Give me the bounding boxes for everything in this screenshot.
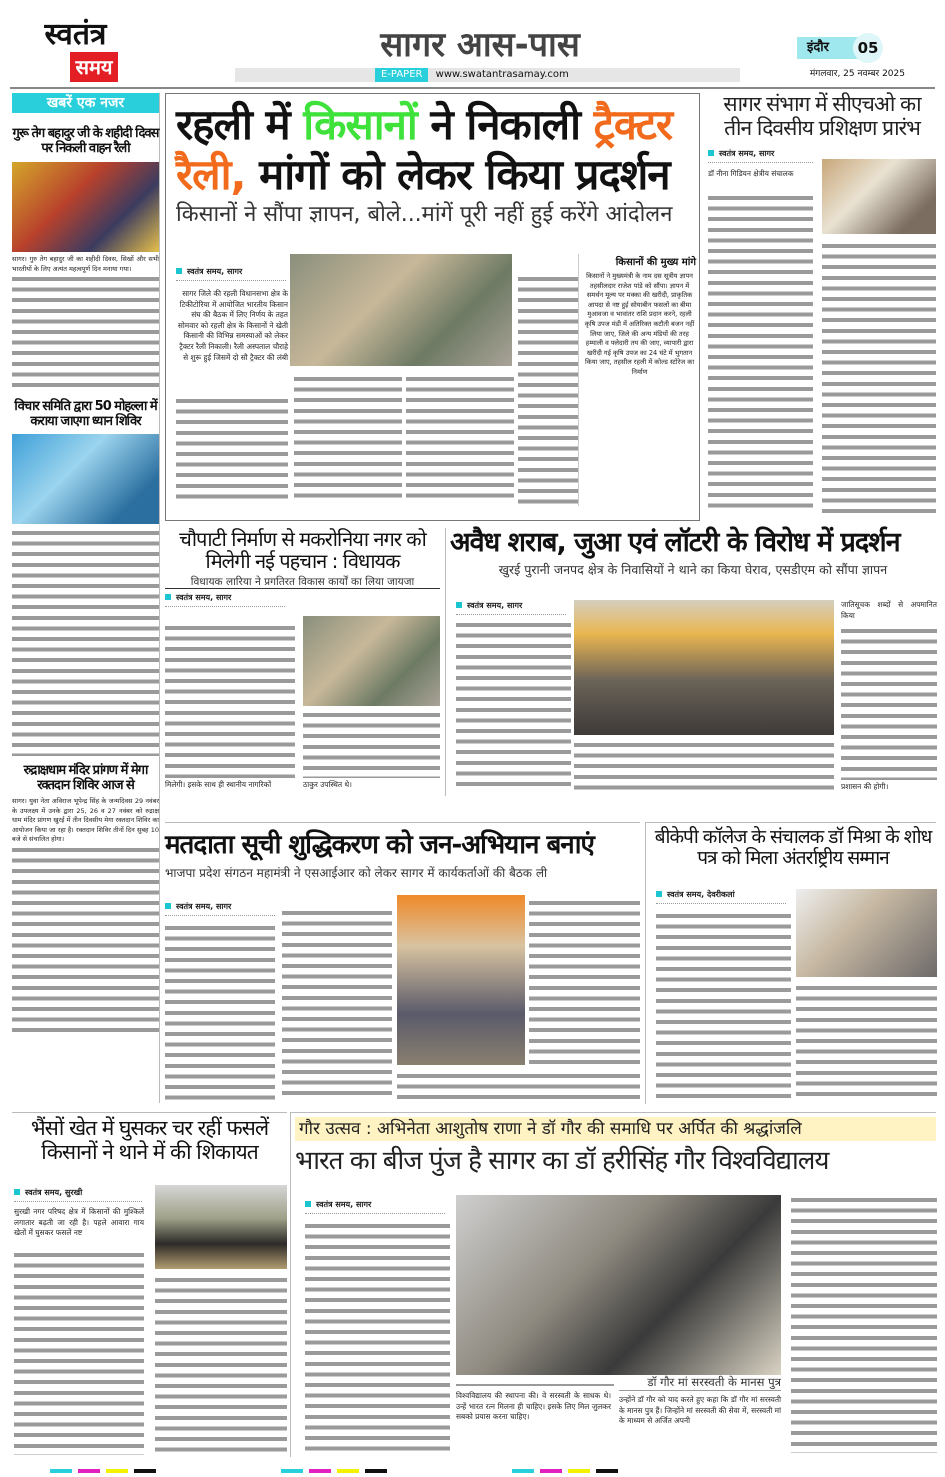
subheading: डॉ गौर मां सरस्वती के मानस पुत्र [619, 1375, 781, 1391]
text-column [14, 1250, 144, 1455]
bkp-story [645, 822, 936, 1104]
headline-part: किसानों [303, 100, 417, 149]
text-column [282, 908, 392, 1101]
story-text: सागर। युवा नेता अविराज भूपेन्द्र सिंह के जन्मदिवस 29 नवंबर के उपलक्ष्य में उनके द्वारा 25, 26 व 27 नवंबर को रुद्राक्ष धाम मंदिर प्रांगण खुरई में तीन दिवसीय मेगा रक्तदान शिविर का आयोजन किया जा रहा है। रक्तदान शिविर तीनों दिन सुबह 10 बजे से संचालित होगा। [12, 797, 159, 844]
headline: रुद्राक्षधाम मंदिर प्रांगण में मेगा रक्तदान शिविर आज से [23, 763, 148, 793]
page-number: 05 [853, 33, 883, 63]
headline: अवैध शराब, जुआ एवं लॉटरी के विरोध में प्रदर्शन [450, 527, 900, 558]
headline: गुरू तेग बहादुर जी के शहीदी दिवस पर निकली वाहन रैली [12, 126, 159, 156]
byline: स्वतंत्र समय, सागर [456, 600, 566, 615]
demands-sidebar [578, 254, 696, 506]
story-text: सागर। गुरु तेग बहादुर जी का शहीदी दिवस, सिखों और सभी भारतीयों के लिए अत्यंत महत्वपूर्ण दिन मनाया गया। [12, 255, 159, 273]
kicker: गौर उत्सव : अभिनेता आशुतोष राणा ने डॉ गौर की समाधि पर अर्पित की श्रद्धांजलि [295, 1117, 936, 1141]
story-text: प्रशासन की होगी। [841, 782, 889, 791]
text-column [822, 241, 936, 513]
award-photo [796, 889, 937, 977]
subheadline: भाजपा प्रदेश संगठन महामंत्री ने एसआईआर को लेकर सागर में कार्यकर्ताओं की बैठक ली [165, 866, 548, 881]
epaper-label: E-PAPER [375, 68, 428, 82]
headline-part: ट्रैक्टर रैली, [176, 100, 673, 199]
text-column [155, 1275, 287, 1455]
protest-photo [574, 600, 834, 735]
website-link[interactable]: www.swatantrasamay.com [435, 69, 569, 80]
text-column [406, 374, 514, 504]
photo [12, 434, 159, 524]
byline: स्वतंत्र समय, सागर [176, 266, 286, 281]
logo-top: स्वतंत्र [44, 17, 107, 52]
headline-part: रहली में [176, 100, 304, 149]
text-column [12, 528, 159, 756]
buffalo-photo [155, 1185, 287, 1269]
story-text: सागर जिले की रहली विधानसभा क्षेत्र के टिकीटोरिया में आयोजित भारतीय किसान संघ की बैठक में लिए निर्णय के तहत सोमवार को रहली क्षेत्र के किसानों ने खेती किसानी की विभिन्न समस्याओं को लेकर ट्रैक्टर रैली निकाली। रैली अस्पताल चौराहे से शुरू हुई जिसमें दो सौ ट्रैक्टर की लंबी [177, 289, 288, 362]
headline: सागर संभाग में सीएचओ का तीन दिवसीय प्रशिक्षण प्रारंभ [723, 92, 921, 140]
training-photo [822, 159, 936, 234]
cho-story [708, 93, 936, 521]
headline: बीकेपी कॉलेज के संचालक डॉ मिश्रा के शोध पत्र को मिला अंतर्राष्ट्रीय सम्मान [654, 826, 932, 870]
lead-headline [166, 94, 699, 200]
section-header: खबरें एक नजर [12, 93, 159, 113]
headline: चौपाटी निर्माण से मकरोनिया नगर को मिलेगी नई पहचान : विधायक [179, 527, 426, 574]
story-text: डॉ नीना गिडियन क्षेत्रीय संचालक [708, 169, 794, 179]
voter-story [165, 822, 640, 1104]
edition-badge [797, 37, 879, 59]
logo [28, 18, 123, 86]
story-text: उन्होंने डॉ गौर को याद करते हुए कहा कि डॉ गौर मां सरस्वती के मानस पुत्र हैं। जिन्होंने मां सरस्वती की सेवा में, सरस्वती मां के माध्यम से अर्जित अपनी [619, 1395, 781, 1426]
subheadline: विधायक लारिया ने प्रगतिरत विकास कार्यों का लिया जायजा [165, 576, 440, 590]
text-column [456, 1381, 614, 1386]
headline: मतदाता सूची शुद्धिकरण को जन-अभियान बनाएं [165, 830, 594, 860]
text-column [841, 626, 937, 780]
sidebar-title: किसानों की मुख्य मांगे [615, 257, 696, 268]
chaupati-story [165, 528, 440, 796]
text-column [796, 983, 937, 1101]
masthead-rule [10, 87, 935, 89]
city: इंदौर [807, 40, 829, 55]
epaper-bar [235, 68, 740, 82]
byline: स्वतंत्र समय, सागर [165, 592, 285, 607]
text-column [397, 1071, 640, 1101]
text-column [12, 274, 159, 392]
section-title: सागर आस-पास [380, 25, 580, 65]
story-text: ठाकुर उपस्थित थे। [303, 780, 352, 789]
headline: भारत का बीज पुंज है सागर का डॉ हरीसिंह गौर विश्वविद्यालय [295, 1146, 829, 1177]
liquor-story [445, 528, 936, 796]
byline: स्वतंत्र समय, सागर [708, 148, 813, 163]
headline-part: ने निकाली [416, 100, 594, 149]
text-column [656, 911, 791, 1101]
headline: भैंसों खेत में घुसकर चर रहीं फसलें किसानों ने थाने में की शिकायत [30, 1116, 269, 1164]
buffalo-story [12, 1112, 287, 1457]
text-column [12, 845, 159, 1035]
story-text: सुरखी नगर परिषद क्षेत्र में किसानों की मुश्किलें लगातार बढ़ती जा रही है। पहले आवारा गाय खेतों में घुसकर फसलें नष्ट [14, 1207, 144, 1238]
date: मंगलवार, 25 नवम्बर 2025 [809, 69, 905, 79]
text-column [176, 396, 288, 504]
text-column [303, 710, 440, 778]
story-text: जातिसूचक शब्दों से अपमानित किया [841, 600, 937, 620]
sidebar-text: किसानों ने मुख्यमंत्री के नाम दस सूत्रीय ज्ञापन तहसीलदार राजेश पांडे को सौंपा। ज्ञापन में समर्थन मूल्य पर मक्का की खरीदी, प्राकृतिक आपदा से नष्ट हुई सोयाबीन फसलों का बीमा मुआवजा व भावांतर राशि प्रदान करने, रहली कृषि उपज मंडी में अतिरिक्त कटौती बजन नहीं लिया जाए, जिले की अन्य मंडियों की तरह हम्माली व फ्लेदारी तय की जाए, व्यापारी द्वारा खरीदी गई कृषि उपज का 24 घंटे में भुगतान किया जाए, तहसील रहली में कोल्ड स्टोरेज का निर्माण [584, 272, 695, 376]
text-column [574, 740, 834, 792]
subheadline: खुरई पुरानी जनपद क्षेत्र के निवासियों ने थाने का किया घेराव, एसडीएम को सौंपा ज्ञापन [498, 562, 888, 578]
story-text: विश्वविद्यालय की स्थापना की। वे सरस्वती के साधक थे। उन्हें भारत रत्न मिलना ही चाहिए। इसके लिए मिल जुलकर सबको प्रयास करना चाहिए। [456, 1391, 611, 1422]
left-column [12, 93, 160, 1103]
text-column [165, 623, 295, 778]
byline: स्वतंत्र समय, देवरीकलां [656, 889, 786, 904]
meeting-photo [397, 895, 525, 1065]
story-text: मिलेगी। इसके साथ ही स्थानीय नागरिकों [165, 780, 272, 789]
text-column [294, 374, 402, 504]
photo [12, 162, 159, 252]
text-column [708, 193, 813, 513]
site-photo [303, 616, 440, 706]
text-column [456, 620, 571, 792]
text-column [165, 923, 275, 1101]
headline: विचार समिति द्वारा 50 मोहल्ला में कराया जाएगा ध्यान शिविर [14, 399, 157, 429]
byline: स्वतंत्र समय, सागर [165, 901, 275, 916]
headline-part: मांगों को लेकर किया प्रदर्शन [245, 150, 670, 199]
text-column [529, 898, 640, 1066]
tribute-photo [456, 1195, 781, 1375]
text-column [305, 1221, 450, 1453]
text-column [791, 1195, 937, 1453]
gaur-story [290, 1112, 936, 1457]
tractor-rally-photo [290, 254, 512, 366]
logo-bottom: समय [70, 52, 118, 82]
byline: स्वतंत्र समय, सागर [305, 1199, 445, 1214]
lead-subheadline: किसानों ने सौंपा ज्ञापन, बोले...मांगें पूरी नहीं हुई करेंगे आंदोलन [176, 202, 673, 227]
byline: स्वतंत्र समय, सुरखी [14, 1187, 142, 1202]
lead-story [165, 93, 700, 521]
